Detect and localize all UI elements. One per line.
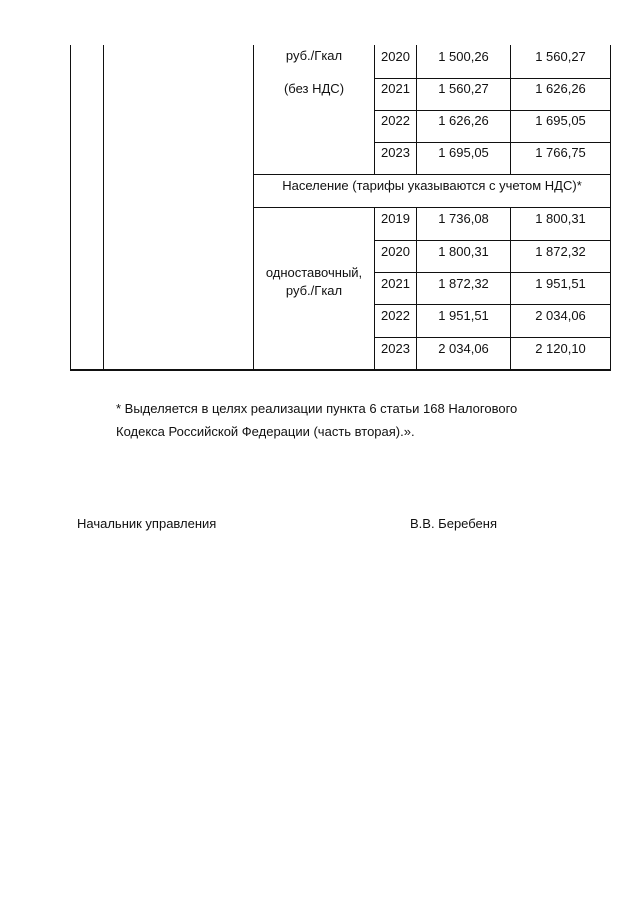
row-line — [374, 304, 611, 305]
year-cell: 2019 — [381, 211, 410, 226]
table-border-left — [70, 45, 71, 370]
year-cell: 2022 — [381, 113, 410, 128]
row-line — [374, 142, 611, 143]
footnote-line-1: * Выделяется в целях реализации пункта 6 статьи 168 Налогового — [116, 401, 518, 416]
row-line — [374, 110, 611, 111]
year-cell: 2020 — [381, 244, 410, 259]
table-border-bottom — [70, 369, 611, 371]
value-cell: 1 500,26 — [438, 49, 489, 64]
unit-label: руб./Гкал — [285, 283, 343, 298]
population-header: Население (тарифы указываются с учетом НДС)* — [282, 178, 582, 193]
value-cell: 1 626,26 — [438, 113, 489, 128]
value-cell: 1 766,75 — [535, 145, 586, 160]
unit-label: руб./Гкал — [285, 48, 343, 63]
row-line — [253, 174, 611, 175]
value-cell: 2 120,10 — [535, 341, 586, 356]
value-cell: 1 872,32 — [438, 276, 489, 291]
signatory-position: Начальник управления — [77, 516, 217, 531]
year-cell: 2023 — [381, 145, 410, 160]
value-cell: 1 736,08 — [438, 211, 489, 226]
value-cell: 2 034,06 — [438, 341, 489, 356]
value-cell: 1 800,31 — [438, 244, 489, 259]
value-cell: 1 695,05 — [438, 145, 489, 160]
value-cell: 2 034,06 — [535, 308, 586, 323]
value-cell: 1 626,26 — [535, 81, 586, 96]
unit-label: одноставочный, — [265, 265, 363, 280]
row-line — [374, 78, 611, 79]
year-cell: 2021 — [381, 276, 410, 291]
value-cell: 1 560,27 — [438, 81, 489, 96]
signatory-name: В.В. Беребеня — [410, 516, 498, 531]
row-line — [374, 240, 611, 241]
value-cell: 1 800,31 — [535, 211, 586, 226]
year-cell: 2020 — [381, 49, 410, 64]
value-cell: 1 951,51 — [438, 308, 489, 323]
value-cell: 1 695,05 — [535, 113, 586, 128]
row-line — [253, 207, 611, 208]
value-cell: 1 951,51 — [535, 276, 586, 291]
row-line — [374, 272, 611, 273]
footnote-line-2: Кодекса Российской Федерации (часть вторая).». — [116, 424, 415, 439]
unit-label: (без НДС) — [283, 81, 345, 96]
year-cell: 2022 — [381, 308, 410, 323]
value-cell: 1 560,27 — [535, 49, 586, 64]
value-cell: 1 872,32 — [535, 244, 586, 259]
year-cell: 2023 — [381, 341, 410, 356]
year-cell: 2021 — [381, 81, 410, 96]
table-col-divider-1 — [103, 45, 104, 370]
row-line — [374, 337, 611, 338]
